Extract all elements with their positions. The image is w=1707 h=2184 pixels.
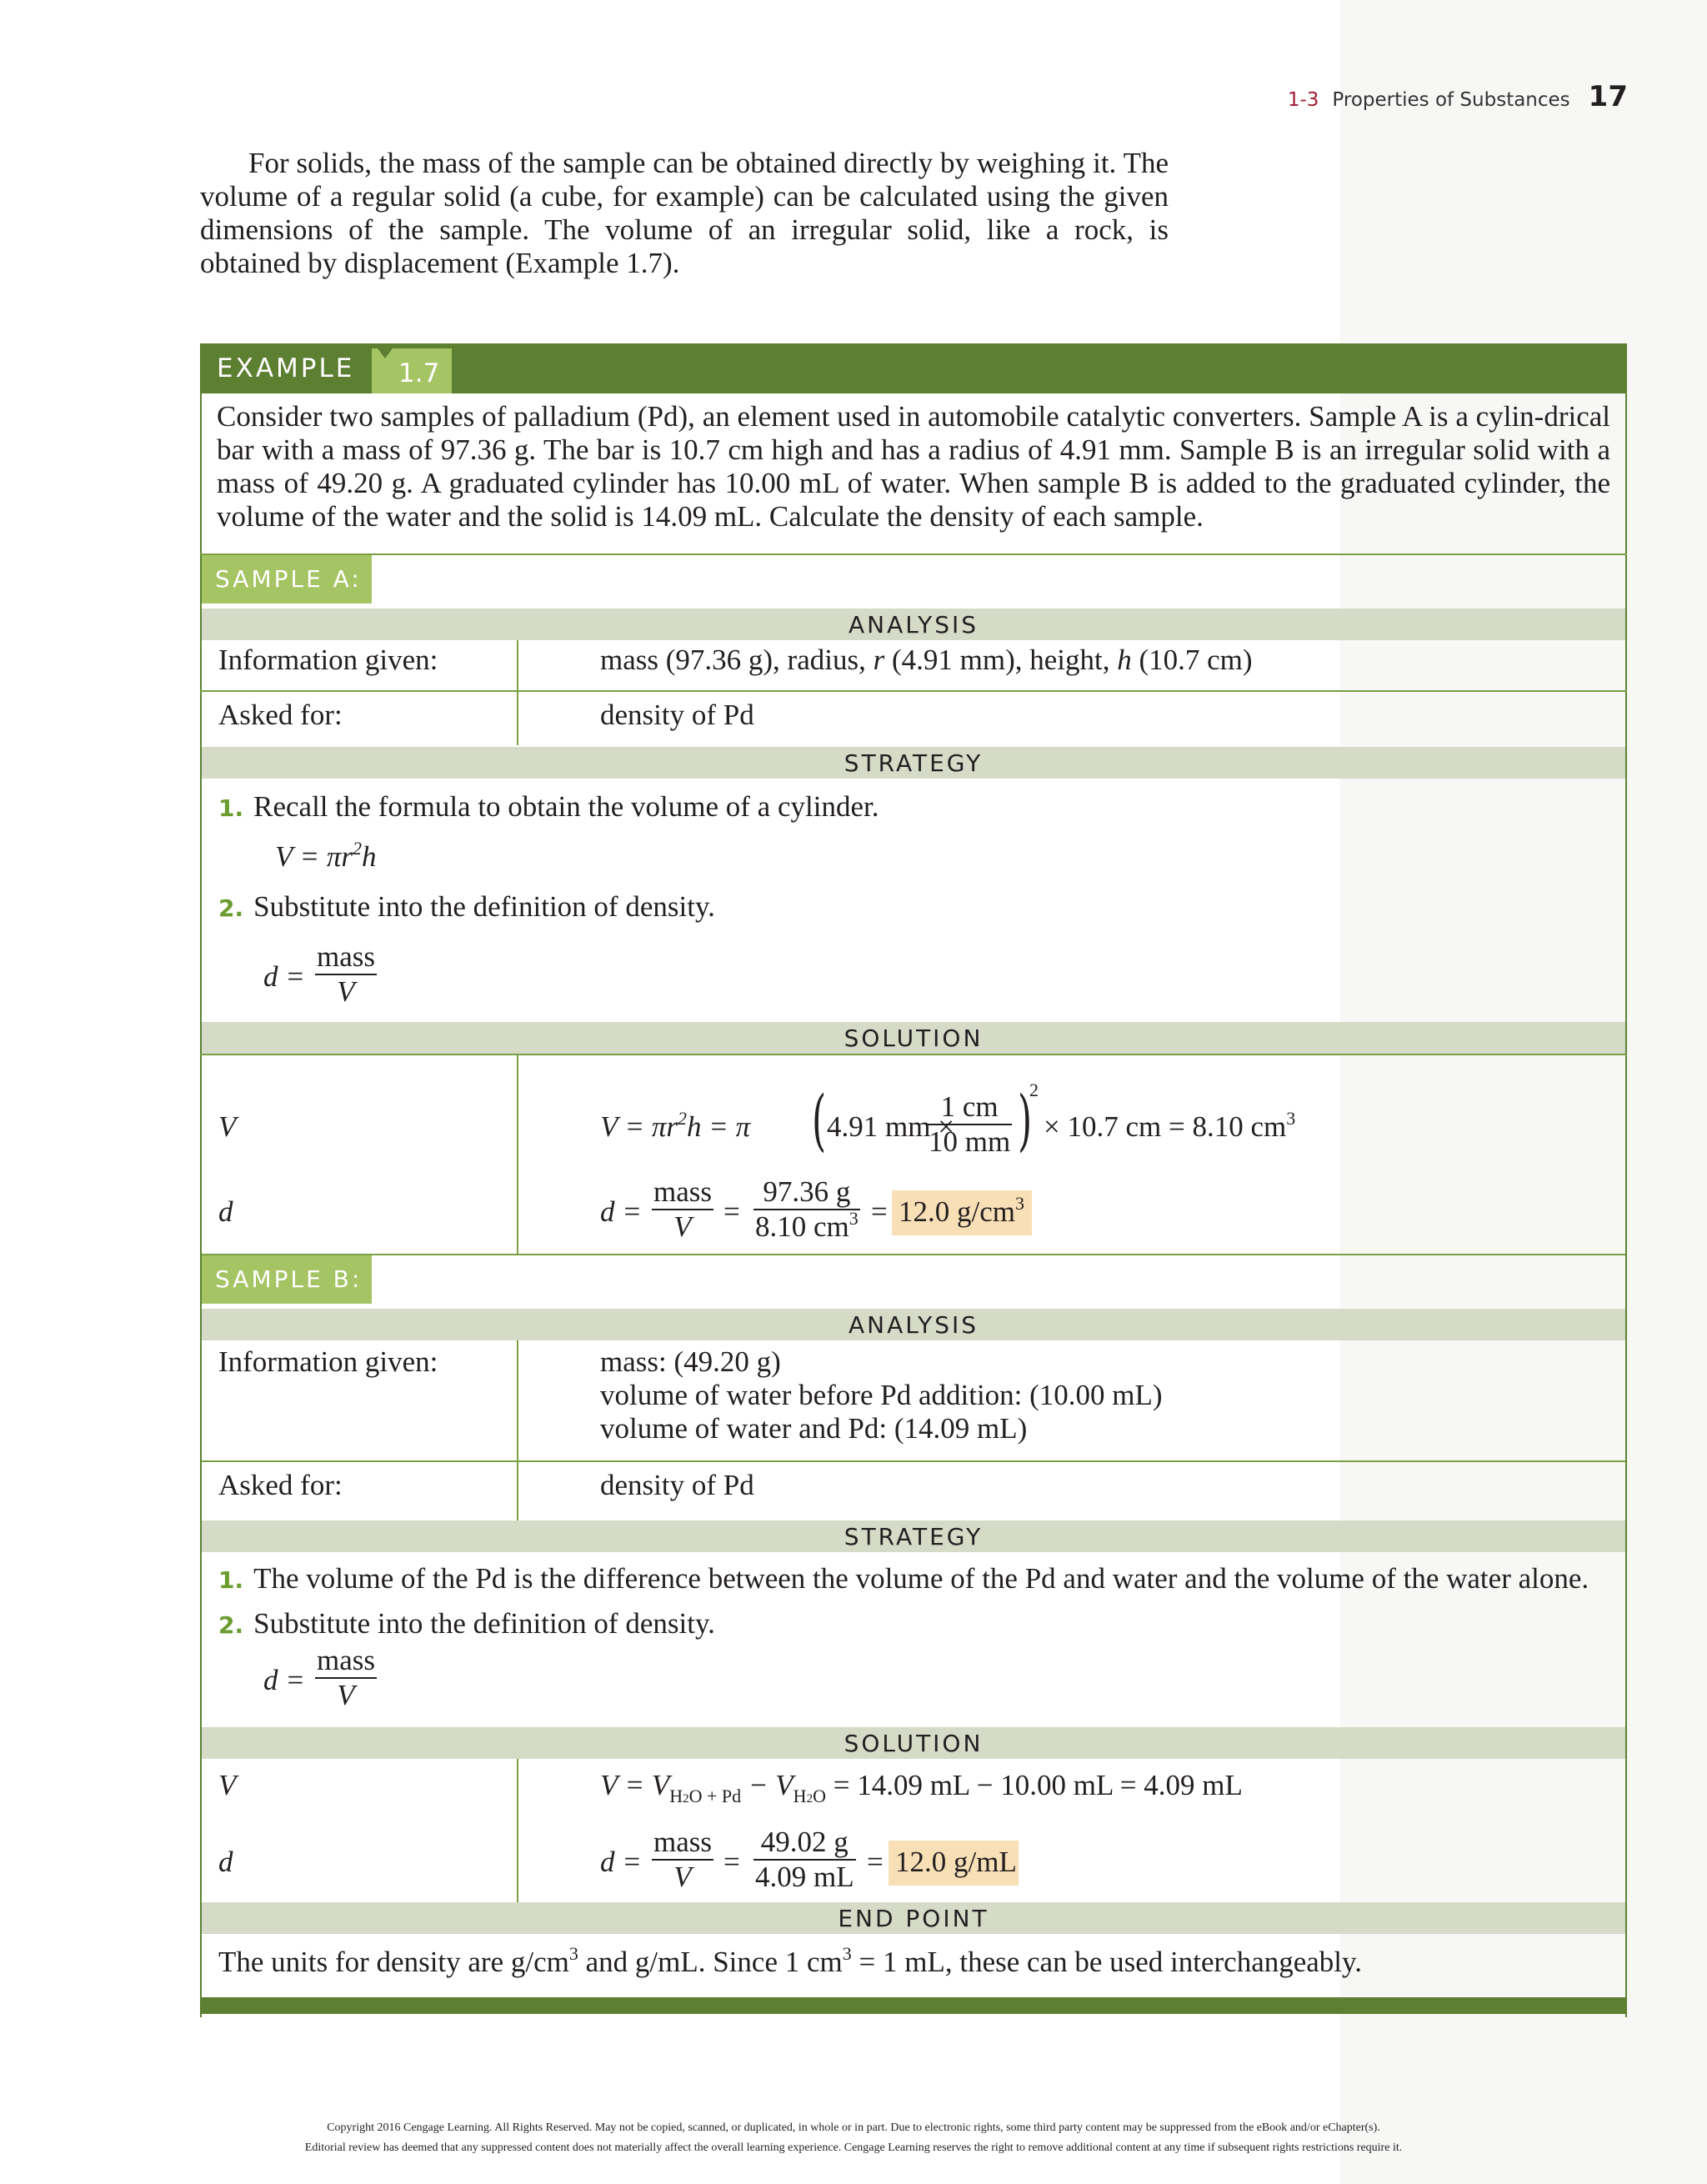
solution-v-label: V — [218, 1110, 237, 1143]
step-number: 2. — [218, 1611, 244, 1639]
solution-v-label: V — [218, 1769, 237, 1801]
asked-for-label: Asked for: — [218, 699, 343, 731]
info-text: (4.91 mm), height, — [884, 644, 1118, 676]
strategy-band: STRATEGY — [202, 1520, 1625, 1552]
subscript — [793, 1786, 826, 1806]
solution-band: SOLUTION — [202, 1022, 1625, 1054]
numerator: 97.36 g — [763, 1175, 851, 1208]
solution-d-label: d — [218, 1195, 233, 1228]
numerator: mass — [317, 940, 375, 973]
denominator: 4.09 mL — [755, 1861, 854, 1893]
strategy-step-1 — [218, 1562, 1589, 1597]
close-paren: ) — [1018, 1081, 1033, 1159]
page-number: 17 — [1588, 80, 1628, 113]
sample-a-tag: SAMPLE A: — [202, 555, 372, 604]
info-given-label: Information given: — [218, 644, 438, 676]
step-text: Recall the formula to obtain the volume of a cylinder. — [253, 790, 879, 823]
analysis-band: ANALYSIS — [202, 609, 1625, 640]
sub-text: H — [793, 1786, 807, 1806]
end-text: The units for density are g/cm — [218, 1946, 569, 1978]
denominator-value: 8.10 cm — [755, 1210, 849, 1243]
exponent: 3 — [1286, 1108, 1296, 1129]
info-given-label: Information given: — [218, 1345, 438, 1378]
exponent: 3 — [568, 1943, 578, 1964]
density-result: 12.0 g/mL — [895, 1846, 1017, 1878]
sub-digit: 2 — [806, 1792, 813, 1806]
formula-part: h = π — [687, 1110, 751, 1143]
running-header — [1288, 80, 1628, 113]
formula-part: − V — [741, 1769, 793, 1801]
numerator: mass — [317, 1644, 375, 1676]
numerator: 49.02 g — [760, 1826, 848, 1858]
numerator: mass — [653, 1175, 712, 1208]
mass-over-volume-fraction — [652, 1826, 713, 1894]
numerator: mass — [653, 1826, 712, 1858]
density-formula-lhs: d = — [263, 960, 305, 993]
strategy-step-2 — [218, 1607, 715, 1642]
end-point-text — [218, 1943, 1362, 1979]
analysis-band: ANALYSIS — [202, 1309, 1625, 1340]
equals-sign: = — [723, 1195, 740, 1228]
example-bottom-bar — [200, 1997, 1627, 2014]
info-text: mass (97.36 g), radius, — [600, 644, 874, 676]
info-line-2: volume of water before Pd addition: (10.00 mL) — [600, 1379, 1163, 1411]
density-fraction — [315, 1644, 377, 1712]
denominator: 10 mm — [929, 1125, 1011, 1158]
copyright-line-2: Editorial review has deemed that any suppressed content does not materially affect the overall learning experience. Cengage Learning reserves the right to remove additional content at any time if subsequent rights restrictions require it. — [304, 2141, 1403, 2154]
step-number: 2. — [218, 894, 244, 922]
denominator: V — [652, 1859, 713, 1894]
exponent: 3 — [842, 1943, 852, 1964]
formula-part: = 14.09 mL − 10.00 mL = 4.09 mL — [825, 1769, 1243, 1801]
strategy-band: STRATEGY — [202, 747, 1625, 779]
exponent: 2 — [353, 838, 363, 859]
result-value: 12.0 g/cm — [899, 1195, 1015, 1228]
step-number: 1. — [218, 794, 244, 822]
formula-part: V = πr — [275, 840, 353, 873]
volume-eq-inner: 4.91 mm × — [827, 1110, 954, 1143]
density-eq-lhs: d = — [600, 1195, 642, 1228]
step-number: 1. — [218, 1566, 244, 1594]
formula-part: V = πr — [600, 1110, 678, 1143]
info-var-h: h — [1117, 644, 1132, 676]
step-text: The volume of the Pd is the difference between the volume of the Pd and water and the volume of the water alone. — [253, 1562, 1589, 1595]
asked-for-label: Asked for: — [218, 1469, 343, 1501]
exponent: 3 — [1014, 1193, 1024, 1214]
asked-for-value: density of Pd — [600, 1469, 754, 1501]
formula-part: h — [362, 840, 377, 873]
intro-text: For solids, the mass of the sample can be obtained directly by weighing it. The volume of a regular solid (a cube, for example) can be calculated using the given dimensions of the sample. The volume of an irregular solid, like a rock, is obtained by displacement (Example 1.7). — [200, 147, 1169, 279]
sample-b-tag: SAMPLE B: — [202, 1255, 372, 1304]
density-formula-lhs: d = — [263, 1664, 305, 1696]
values-fraction — [753, 1826, 856, 1894]
example-number: 1.7 — [398, 358, 440, 388]
sub-text: H — [669, 1786, 683, 1806]
equals-sign: = — [871, 1195, 888, 1228]
denominator: V — [315, 1677, 377, 1712]
denominator: V — [652, 1209, 713, 1244]
end-text: = 1 mL, these can be used interchangeably. — [851, 1946, 1362, 1978]
section-number: 1-3 — [1287, 89, 1319, 111]
sub-text: O + Pd — [688, 1786, 742, 1806]
density-eq-lhs: d = — [600, 1846, 642, 1878]
step-text: Substitute into the definition of density. — [253, 890, 715, 923]
info-line-1: mass: (49.20 g) — [600, 1345, 781, 1378]
info-line-3: volume of water and Pd: (14.09 mL) — [600, 1412, 1028, 1445]
example-label: EXAMPLE — [217, 353, 355, 383]
info-text: (10.7 cm) — [1131, 644, 1253, 676]
section-title: Properties of Substances — [1332, 89, 1570, 111]
example-lower-content — [200, 343, 1627, 2017]
end-text: and g/mL. Since 1 cm — [578, 1946, 843, 1978]
solution-band: SOLUTION — [202, 1727, 1625, 1759]
sub-digit: 2 — [683, 1792, 689, 1806]
column-divider — [517, 1759, 518, 1902]
asked-for-value: density of Pd — [600, 699, 754, 731]
info-var-r: r — [873, 644, 885, 676]
volume-difference-eq — [600, 1769, 1243, 1808]
subscript — [669, 1786, 741, 1806]
exponent: 3 — [848, 1208, 859, 1229]
equals-sign: = — [723, 1846, 740, 1878]
power: 2 — [1029, 1079, 1039, 1100]
open-paren: ( — [812, 1081, 827, 1159]
formula-part: V = V — [600, 1769, 670, 1801]
intro-paragraph — [200, 147, 1169, 280]
formula-part: × 10.7 cm = 8.10 cm — [1044, 1110, 1287, 1143]
copyright-line-1: Copyright 2016 Cengage Learning. All Rights Reserved. May not be copied, scanned, or duplicated, in whole or in part. Due to electronic rights, some third party content may be suppressed from the eBook and/or eChapter(s). — [327, 2121, 1380, 2134]
denominator: V — [315, 974, 377, 1009]
sub-text: O — [813, 1786, 826, 1806]
problem-statement: Consider two samples of palladium (Pd), an element used in automobile catalytic converters. Sample A is a cylin-drical bar with a mass of 97.36 g. The bar is 10.7 cm high and has a radius of 4.91 mm. Sample B is an irregular solid with a mass of 49.20 g. A graduated cylinder has 10.00 mL of water. When sample B is added to the graduated cylinder, the volume of the water and the solid is 14.09 mL. Calculate the density of each sample. — [217, 400, 1610, 533]
exponent: 2 — [678, 1108, 688, 1129]
numerator: 1 cm — [940, 1090, 999, 1123]
equals-sign: = — [867, 1846, 884, 1878]
end-point-band: END POINT — [202, 1902, 1625, 1934]
step-text: Substitute into the definition of density. — [253, 1607, 715, 1640]
solution-d-label: d — [218, 1846, 233, 1878]
